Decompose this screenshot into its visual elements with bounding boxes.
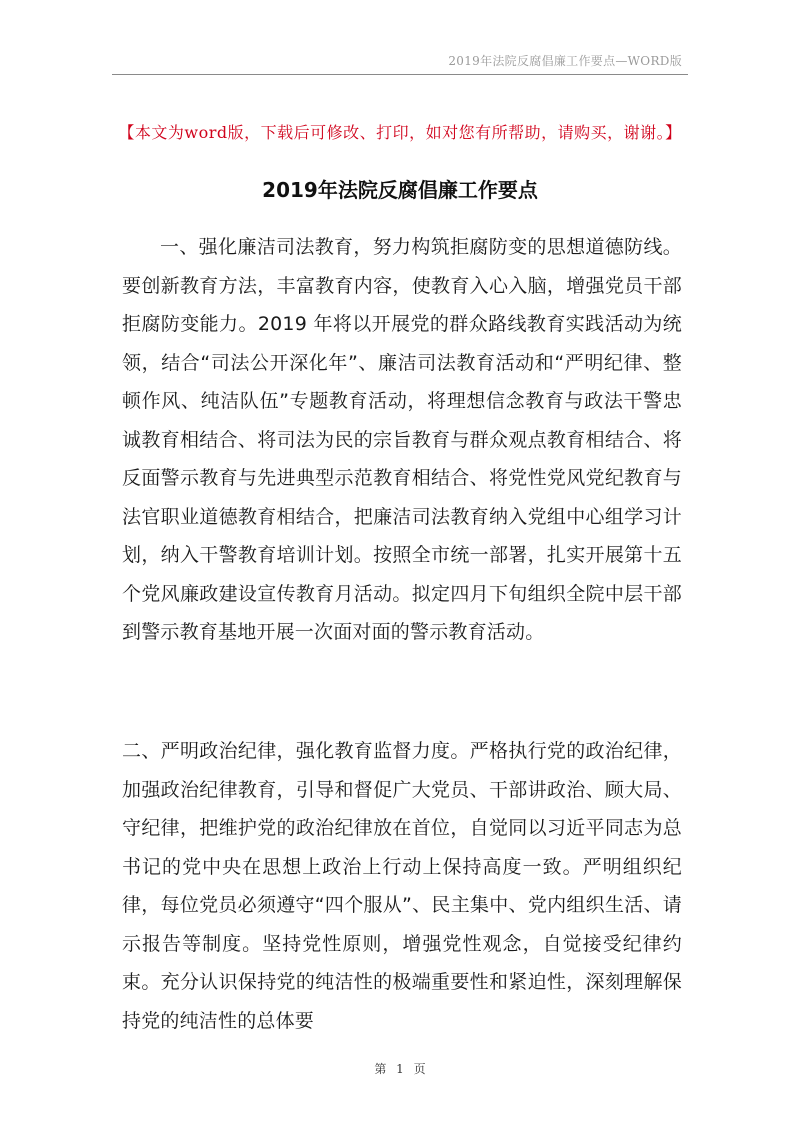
page-number: 1 bbox=[396, 1062, 404, 1076]
header-divider bbox=[112, 74, 688, 75]
page-footer bbox=[0, 1060, 800, 1077]
word-version-notice: 【本文为word版，下载后可修改、打印，如对您有所帮助，请购买，谢谢。】 bbox=[118, 123, 682, 142]
document-title: 2019年法院反腐倡廉工作要点 bbox=[262, 178, 538, 202]
paragraph-2: 二、严明政治纪律，强化教育监督力度。严格执行党的政治纪律，加强政治纪律教育，引导和督促广大党员、干部讲政治、顾大局、守纪律，把维护党的政治纪律放在首位，自觉同以习近平同志为总书记的党中央在思想上政治上行动上保持高度一致。严明组织纪律，每位党员必须遵守“四个服从”、民主集中、党内组织生活、请示报告等制度。坚持党性原则，增强党性观念，自觉接受纪律约束。充分认识保持党的纯洁性的极端重要性和紧迫性，深刻理解保持党的纯洁性的总体要 bbox=[122, 740, 682, 1032]
running-header: 2019年法院反腐倡廉工作要点—WORD版 bbox=[448, 54, 682, 68]
page-prefix: 第 bbox=[374, 1062, 387, 1076]
page-suffix: 页 bbox=[413, 1062, 426, 1076]
paragraph-1: 一、强化廉洁司法教育，努力构筑拒腐防变的思想道德防线。要创新教育方法，丰富教育内容，使教育入心入脑，增强党员干部拒腐防变能力。2019 年将以开展党的群众路线教育实践活动为统领，结合“司法公开深化年”、廉洁司法教育活动和“严明纪律、整顿作风、纯洁队伍”专题教育活动，将理想信念教育与政法干警忠诚教育相结合、将司法为民的宗旨教育与群众观点教育相结合、将反面警示教育与先进典型示范教育相结合、将党性党风党纪教育与法官职业道德教育相结合，把廉洁司法教育纳入党组中心组学习计划，纳入干警教育培训计划。按照全市统一部署，扎实开展第十五个党风廉政建设宣传教育月活动。拟定四月下旬组织全院中层干部到警示教育基地开展一次面对面的警示教育活动。 bbox=[122, 236, 682, 643]
